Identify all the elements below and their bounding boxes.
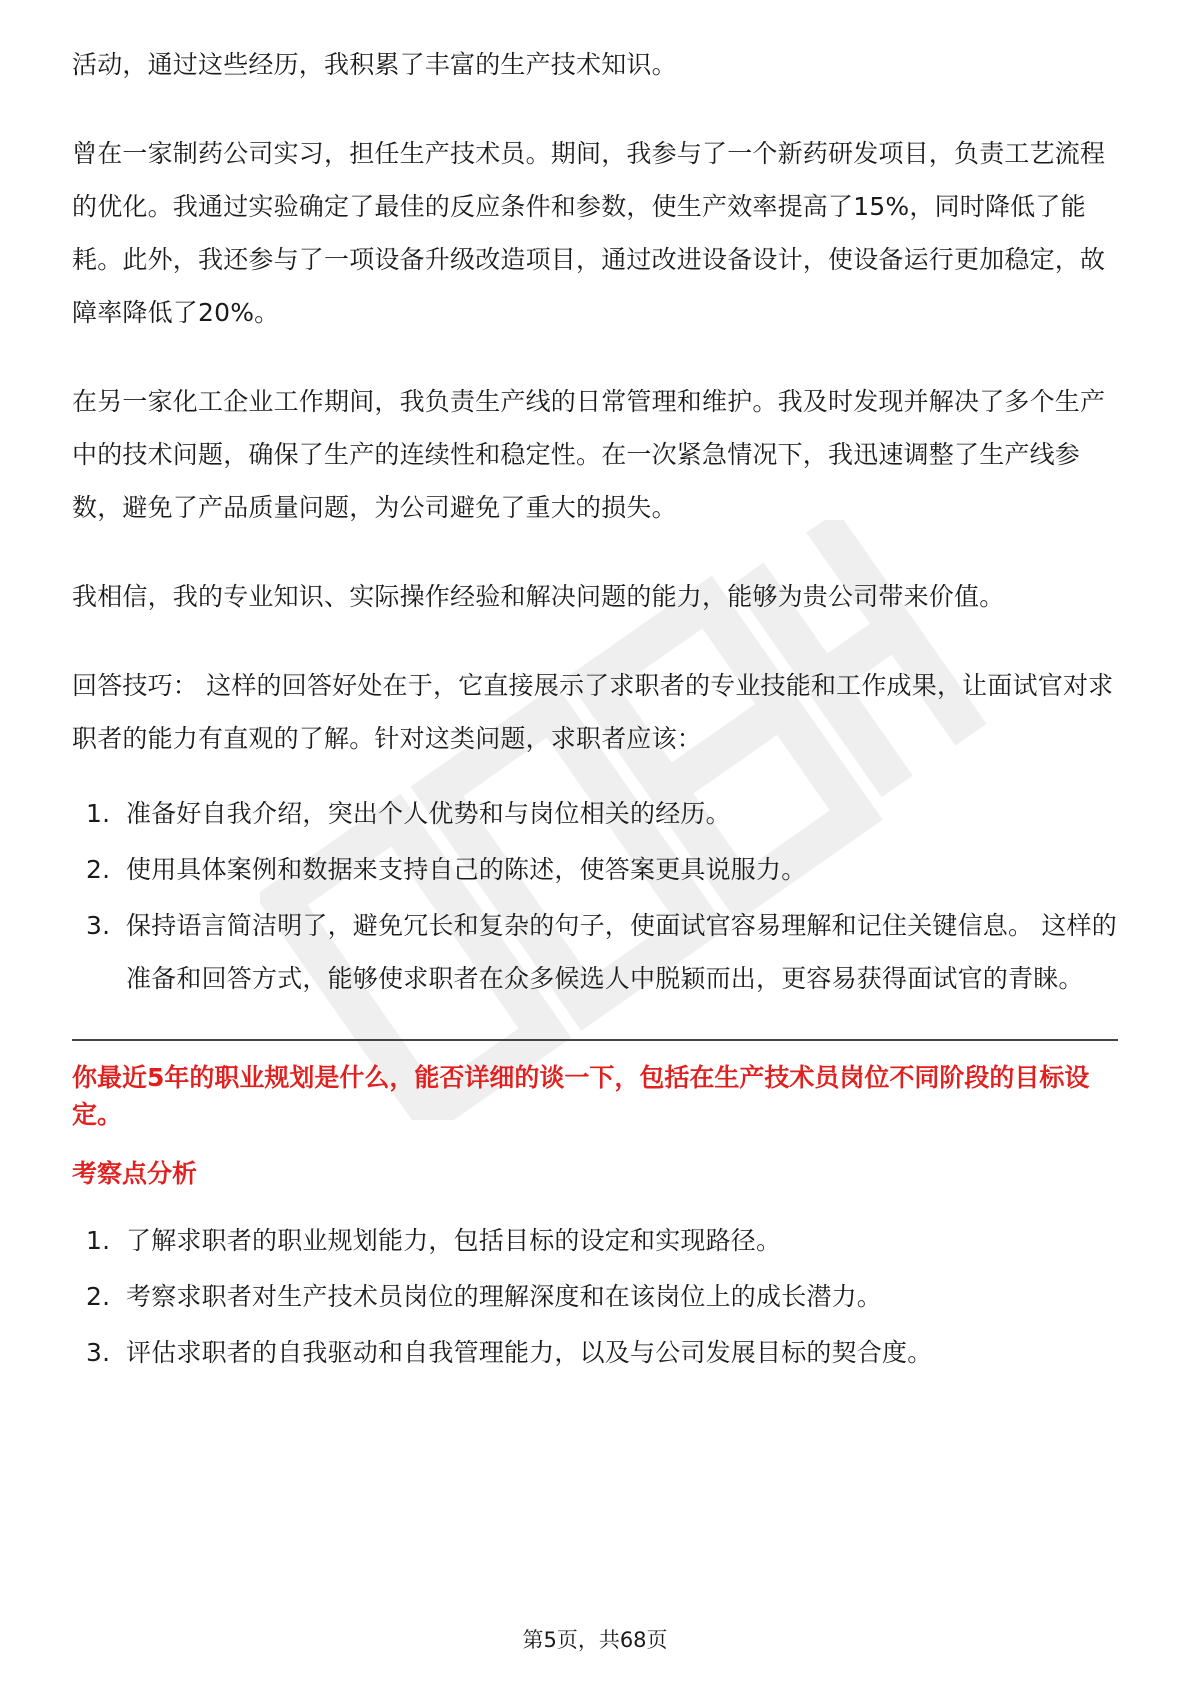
paragraph-4: 我相信，我的专业知识、实际操作经验和解决问题的能力，能够为贵公司带来价值。 xyxy=(72,582,1005,611)
paragraph-2: 曾在一家制药公司实习，担任生产技术员。期间，我参与了一个新药研发项目，负责工艺流程的优化。我通过实验确定了最佳的反应条件和参数，使生产效率提高了15%，同时降低了能耗。此外，我还参与了一项设备升级改造项目，通过改进设备设计，使设备运行更加稳定，故障率降低了20%。 xyxy=(72,139,1106,327)
list-item xyxy=(72,843,1118,896)
list-item-text: 了解求职者的职业规划能力，包括目标的设定和实现路径。 xyxy=(126,1226,782,1255)
paragraph-1: 活动，通过这些经历，我积累了丰富的生产技术知识。 xyxy=(72,50,677,79)
page-footer: 第5页，共68页 xyxy=(522,1628,668,1652)
paragraph-3: 在另一家化工企业工作期间，我负责生产线的日常管理和维护。我及时发现并解决了多个生产中的技术问题，确保了生产的连续性和稳定性。在一次紧急情况下，我迅速调整了生产线参数，避免了产品质量问题，为公司避免了重大的损失。 xyxy=(72,387,1106,522)
list-item xyxy=(72,787,1118,840)
answer-tips-paragraph: 回答技巧： 这样的回答好处在于，它直接展示了求职者的专业技能和工作成果，让面试官对求职者的能力有直观的了解。针对这类问题，求职者应该： xyxy=(72,671,1114,753)
list-number: 2. xyxy=(86,1282,111,1311)
list-number: 3. xyxy=(86,911,111,940)
analysis-heading: 考察点分析 xyxy=(72,1159,198,1188)
list-number: 1. xyxy=(86,1226,111,1255)
list-number: 1. xyxy=(86,799,111,828)
list-item-text: 使用具体案例和数据来支持自己的陈述，使答案更具说服力。 xyxy=(126,855,807,884)
analysis-list xyxy=(72,1214,1118,1379)
list-item-text: 评估求职者的自我驱动和自我管理能力，以及与公司发展目标的契合度。 xyxy=(126,1338,933,1367)
tips-list xyxy=(72,787,1118,1005)
list-item xyxy=(72,1270,1118,1323)
list-item xyxy=(72,1214,1118,1267)
list-number: 2. xyxy=(86,855,111,884)
question-title: 你最近5年的职业规划是什么，能否详细的谈一下，包括在生产技术员岗位不同阶段的目标设定。 xyxy=(72,1063,1090,1129)
document-page xyxy=(72,38,1118,1382)
list-item xyxy=(72,899,1118,1005)
list-number: 3. xyxy=(86,1338,111,1367)
list-item-text: 考察求职者对生产技术员岗位的理解深度和在该岗位上的成长潜力。 xyxy=(126,1282,883,1311)
section-divider xyxy=(72,1039,1118,1041)
list-item xyxy=(72,1326,1118,1379)
list-item-text: 保持语言简洁明了，避免冗长和复杂的句子，使面试官容易理解和记住关键信息。 这样的准备和回答方式，能够使求职者在众多候选人中脱颖而出，更容易获得面试官的青睐。 xyxy=(126,911,1117,993)
list-item-text: 准备好自我介绍，突出个人优势和与岗位相关的经历。 xyxy=(126,799,731,828)
